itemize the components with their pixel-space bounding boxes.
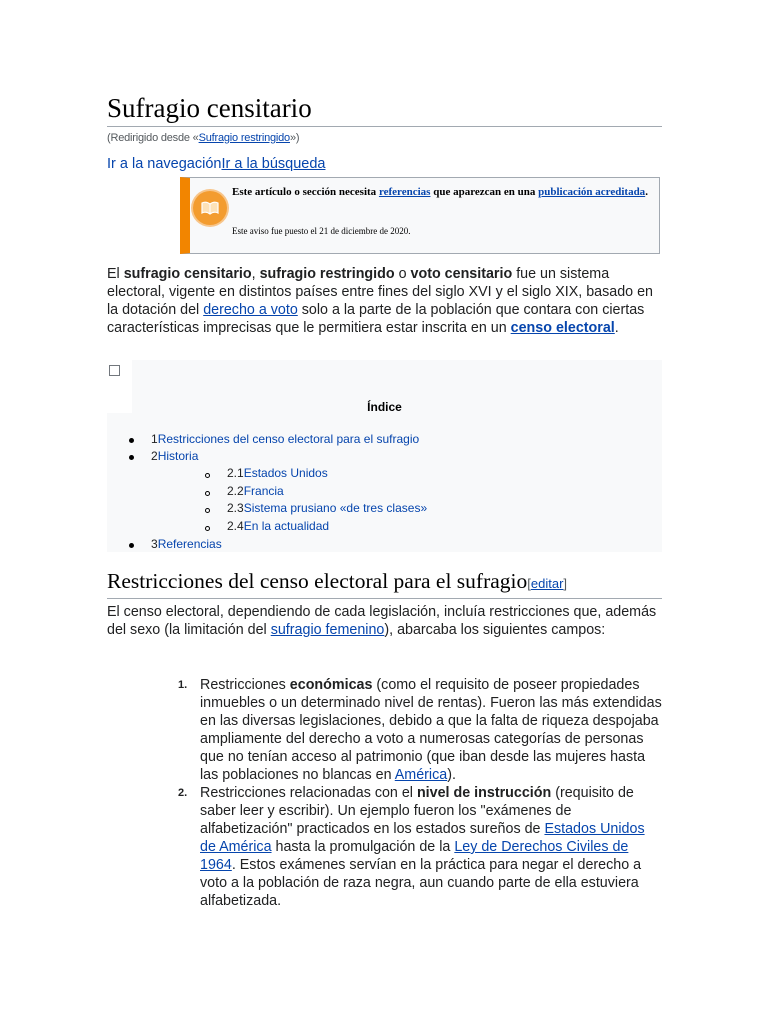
toc-sub-bullet xyxy=(205,526,210,531)
toc-item-estados-unidos[interactable] xyxy=(227,466,328,480)
toc-item-number: 2 xyxy=(151,449,158,463)
jump-to-navigation-link[interactable]: Ir a la navegación xyxy=(107,156,222,172)
toc-item-label: Referencias xyxy=(157,537,222,551)
restrictions-list xyxy=(176,676,662,910)
toc-item-francia[interactable] xyxy=(227,484,284,498)
book-icon xyxy=(193,191,227,225)
intro-text-a: El xyxy=(107,266,124,282)
redirect-note xyxy=(107,132,299,144)
references-notice-box xyxy=(180,177,660,254)
list-text: hasta la promulgación de la xyxy=(271,839,455,855)
list-item xyxy=(176,784,662,910)
toc-item-label: Historia xyxy=(157,449,199,463)
intro-bold-2: sufragio restringido xyxy=(259,266,395,282)
intro-bold-1: sufragio censitario xyxy=(123,266,252,282)
toc-toggle-checkbox[interactable] xyxy=(109,365,120,376)
list-text: (requisito de saber leer y escribir). Un ejemplo fueron los "exámenes de alfabetización" practicados en los estados sureños de xyxy=(200,785,634,837)
references-link[interactable]: referencias xyxy=(378,186,431,198)
toc-item-number: 2.1 xyxy=(227,466,244,480)
jump-links xyxy=(107,156,325,172)
page-title: Sufragio censitario xyxy=(107,92,662,127)
redirect-prefix: (Redirigido desde « xyxy=(107,132,199,144)
toc-sub-bullet xyxy=(205,491,210,496)
intro-text-f: solo a la parte de la población que contara con ciertas características imprecisas que le permitiera estar inscrita en un xyxy=(107,302,645,336)
intro-text-c: , xyxy=(251,266,260,282)
toc-item-number: 2.4 xyxy=(227,519,244,533)
toc-sub-bullet xyxy=(205,473,210,478)
edit-section-link[interactable]: editar xyxy=(530,576,564,591)
toc-item-historia[interactable] xyxy=(151,449,198,463)
notice-text-1: Este artículo o sección necesita xyxy=(232,186,379,198)
toc-item-label: Sistema prusiano «de tres clases» xyxy=(243,501,428,515)
intro-bold-3: voto censitario xyxy=(410,266,513,282)
toc-item-restricciones[interactable] xyxy=(151,432,419,446)
toc-sub-bullet xyxy=(205,508,210,513)
table-of-contents xyxy=(107,360,662,552)
toc-item-number: 2.2 xyxy=(227,484,244,498)
toc-item-sistema-prusiano[interactable] xyxy=(227,501,427,515)
reliable-publication-link[interactable]: publicación acreditada xyxy=(538,186,646,198)
intro-text-d: o xyxy=(394,266,411,282)
notice-date: Este aviso fue puesto el 21 de diciembre de 2020. xyxy=(232,226,411,236)
list-text: Restricciones relacionadas con el xyxy=(200,785,417,801)
toc-item-label: En la actualidad xyxy=(243,519,330,533)
toc-item-label: Estados Unidos xyxy=(243,466,328,480)
toc-item-number: 3 xyxy=(151,537,158,551)
census-text-b: ), abarcaba los siguientes campos: xyxy=(384,622,606,638)
toc-title: Índice xyxy=(367,400,402,414)
toc-item-en-la-actualidad[interactable] xyxy=(227,519,329,533)
notice-text-3: . xyxy=(645,186,648,198)
notice-message xyxy=(232,185,662,200)
redirect-link[interactable]: Sufragio restringido xyxy=(198,132,290,144)
notice-text-2: que aparezcan en una xyxy=(430,186,539,198)
census-paragraph xyxy=(107,603,663,639)
section-heading-text: Restricciones del censo electoral para el sufragio xyxy=(107,569,528,593)
jump-to-search-link[interactable]: Ir a la búsqueda xyxy=(221,156,326,172)
toc-item-number: 2.3 xyxy=(227,501,244,515)
toc-bullet xyxy=(129,455,134,460)
toc-item-referencias[interactable] xyxy=(151,537,222,551)
america-link[interactable]: América xyxy=(394,767,448,783)
right-to-vote-link[interactable]: derecho a voto xyxy=(203,302,298,318)
section-edit xyxy=(527,576,567,591)
intro-text-g: . xyxy=(614,320,619,336)
intro-paragraph xyxy=(107,265,663,337)
redirect-suffix: ») xyxy=(289,132,300,144)
list-bold: económicas xyxy=(289,677,373,693)
civil-rights-act-link[interactable]: Ley de Derechos Civiles de 1964 xyxy=(200,839,629,873)
list-item-number: 2. xyxy=(178,787,188,799)
toc-item-label: Restricciones del censo electoral para el sufragio xyxy=(157,432,420,446)
usa-link[interactable]: Estados Unidos de América xyxy=(200,821,645,855)
list-item xyxy=(176,676,662,784)
list-item-number: 1. xyxy=(178,679,188,691)
edit-bracket-close: ] xyxy=(563,576,568,591)
list-text: ). xyxy=(447,767,456,783)
toc-bullet xyxy=(129,438,134,443)
female-suffrage-link[interactable]: sufragio femenino xyxy=(270,622,385,638)
section-heading xyxy=(107,567,662,599)
electoral-census-link[interactable]: censo electoral xyxy=(510,320,615,336)
toc-item-label: Francia xyxy=(243,484,284,498)
toc-item-number: 1 xyxy=(151,432,158,446)
edit-bracket-open: [ xyxy=(527,576,531,591)
list-text: . Estos exámenes servían en la práctica para negar el derecho a voto a la población de raza negra, aun cuando parte de ella estuviera alfabetizada. xyxy=(200,857,642,909)
intro-text-e: fue un sistema electoral, vigente en distintos países entre fines del siglo XVI y el siglo XIX, basado en la dotación del xyxy=(107,266,653,318)
toc-bullet xyxy=(129,543,134,548)
list-bold: nivel de instrucción xyxy=(416,785,552,801)
list-text: Restricciones xyxy=(200,677,290,693)
census-text-a: El censo electoral, dependiendo de cada legislación, incluía restricciones que, además del sexo (la limitación del xyxy=(107,604,657,638)
list-text: (como el requisito de poseer propiedades inmuebles o un determinado nivel de rentas). Fueron las más extendidas en las diversas legislaciones, debido a que la falta de riqueza despojaba ampliamente del derecho a voto a numerosas categorías de personas que no tenían acceso al patrimonio (que iban desde las mujeres hasta las poblaciones no blancas en xyxy=(200,677,662,783)
